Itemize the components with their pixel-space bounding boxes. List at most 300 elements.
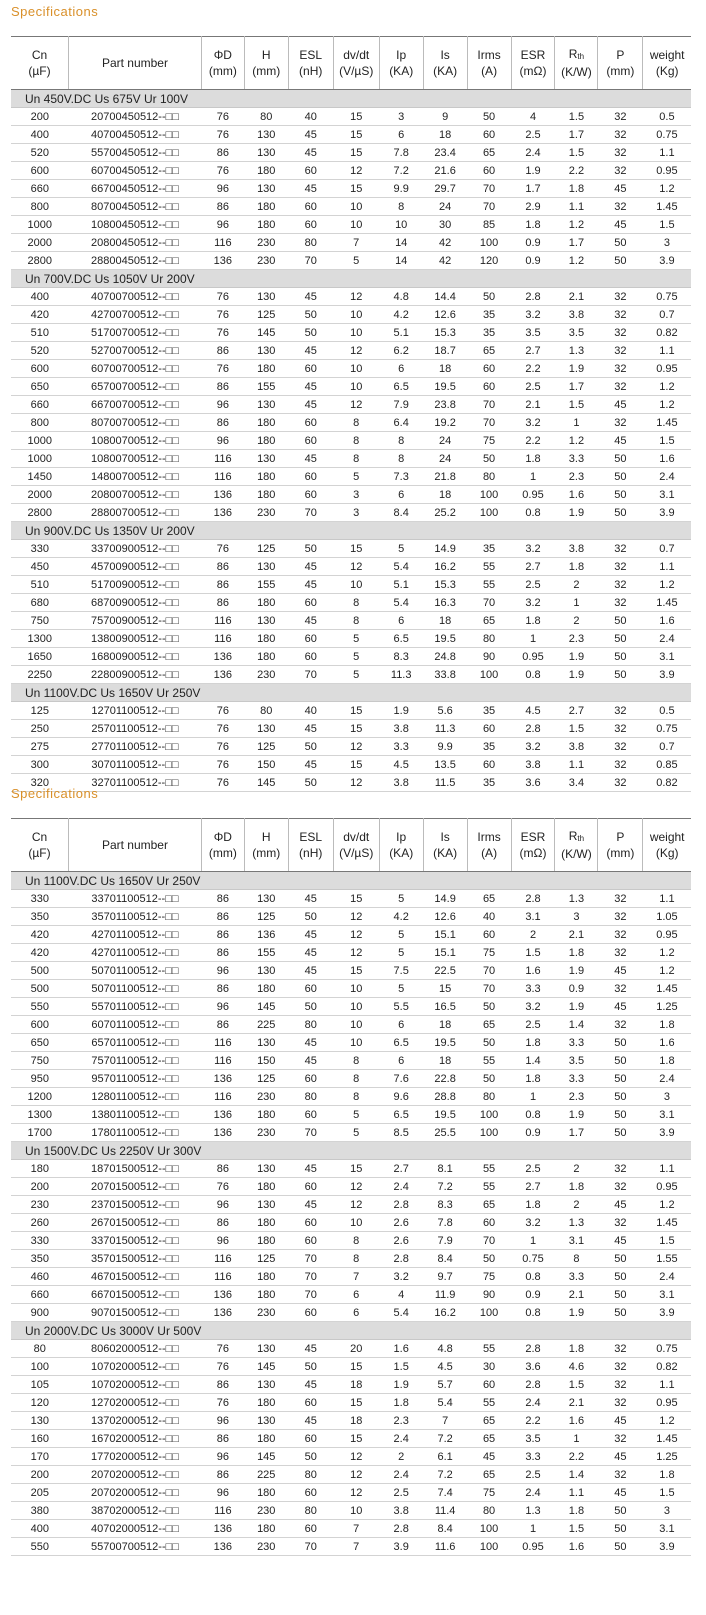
table-cell: 35 bbox=[467, 324, 511, 342]
table-cell: 8 bbox=[333, 1088, 379, 1106]
column-header bbox=[423, 37, 467, 90]
table-cell: 1.9 bbox=[555, 1106, 598, 1124]
table-cell: 150 bbox=[244, 1052, 288, 1070]
table-cell: 80 bbox=[467, 1502, 511, 1520]
table-cell: 60 bbox=[288, 594, 333, 612]
table-cell: 50701100512--□□ bbox=[69, 980, 202, 998]
table-cell: 100 bbox=[467, 1106, 511, 1124]
table-cell: 230 bbox=[244, 1304, 288, 1322]
table-cell: 0.75 bbox=[643, 126, 691, 144]
table-cell: 32 bbox=[598, 1358, 643, 1376]
table-cell: 51700900512--□□ bbox=[69, 576, 202, 594]
table-cell: 80 bbox=[467, 1088, 511, 1106]
table-cell: 50 bbox=[288, 540, 333, 558]
table-cell: 1 bbox=[511, 1520, 555, 1538]
table-cell: 76 bbox=[201, 774, 244, 792]
table-cell: 17801100512--□□ bbox=[69, 1124, 202, 1142]
table-cell: 225 bbox=[244, 1466, 288, 1484]
table-cell: 7.2 bbox=[423, 1466, 467, 1484]
table-cell: 15 bbox=[333, 1430, 379, 1448]
table-cell: 33.8 bbox=[423, 666, 467, 684]
table-cell: 0.8 bbox=[511, 1106, 555, 1124]
table-cell: 19.5 bbox=[423, 378, 467, 396]
spec-table bbox=[11, 818, 691, 1556]
column-header-name: ESL bbox=[299, 830, 323, 844]
table-cell: 3.9 bbox=[643, 666, 691, 684]
table-cell: 4.2 bbox=[379, 908, 423, 926]
table-cell: 86 bbox=[201, 144, 244, 162]
column-header-name: Irms bbox=[477, 830, 501, 844]
table-cell: 155 bbox=[244, 576, 288, 594]
table-cell: 3.8 bbox=[379, 774, 423, 792]
table-cell: 60 bbox=[467, 378, 511, 396]
table-cell: 96 bbox=[201, 962, 244, 980]
table-cell: 1.2 bbox=[643, 180, 691, 198]
table-cell: 32701100512--□□ bbox=[69, 774, 202, 792]
table-cell: 90 bbox=[467, 1286, 511, 1304]
table-cell: 300 bbox=[11, 756, 69, 774]
table-cell: 7 bbox=[333, 234, 379, 252]
table-cell: 50 bbox=[288, 774, 333, 792]
table-cell: 120 bbox=[11, 1394, 69, 1412]
table-cell: 60 bbox=[288, 1430, 333, 1448]
table-cell: 550 bbox=[11, 1538, 69, 1556]
table-cell: 116 bbox=[201, 1052, 244, 1070]
table-cell: 130 bbox=[244, 1412, 288, 1430]
table-cell: 1.8 bbox=[511, 450, 555, 468]
table-cell: 5 bbox=[333, 648, 379, 666]
table-cell: 40 bbox=[288, 702, 333, 720]
table-cell: 0.7 bbox=[643, 306, 691, 324]
table-cell: 45 bbox=[288, 558, 333, 576]
table-cell: 2.8 bbox=[379, 1196, 423, 1214]
table-cell: 3 bbox=[555, 908, 598, 926]
table-cell: 1.9 bbox=[555, 962, 598, 980]
table-cell: 1 bbox=[511, 1088, 555, 1106]
table-cell: 180 bbox=[244, 1268, 288, 1286]
table-cell: 3.3 bbox=[555, 1070, 598, 1088]
table-cell: 32 bbox=[598, 288, 643, 306]
table-cell: 13.5 bbox=[423, 756, 467, 774]
table-cell: 28.8 bbox=[423, 1088, 467, 1106]
table-cell: 50 bbox=[598, 1124, 643, 1142]
table-cell: 45 bbox=[598, 998, 643, 1016]
table-cell: 19.5 bbox=[423, 630, 467, 648]
table-cell: 50 bbox=[467, 1250, 511, 1268]
table-cell: 24 bbox=[423, 450, 467, 468]
table-cell: 50 bbox=[598, 1286, 643, 1304]
table-cell: 60 bbox=[288, 648, 333, 666]
table-cell: 0.8 bbox=[511, 1304, 555, 1322]
table-cell: 96 bbox=[201, 1196, 244, 1214]
table-row bbox=[11, 1376, 691, 1394]
table-row bbox=[11, 1034, 691, 1052]
table-row bbox=[11, 306, 691, 324]
table-cell: 1.5 bbox=[555, 396, 598, 414]
table-cell: 1.45 bbox=[643, 1214, 691, 1232]
table-cell: 1.5 bbox=[643, 216, 691, 234]
table-cell: 45 bbox=[288, 1196, 333, 1214]
table-cell: 0.82 bbox=[643, 324, 691, 342]
table-cell: 1.1 bbox=[555, 1484, 598, 1502]
table-cell: 15.3 bbox=[423, 324, 467, 342]
table-row bbox=[11, 288, 691, 306]
table-cell: 35 bbox=[467, 702, 511, 720]
table-cell: 350 bbox=[11, 1250, 69, 1268]
table-cell: 3.5 bbox=[511, 1430, 555, 1448]
table-cell: 230 bbox=[11, 1196, 69, 1214]
spec-table bbox=[11, 36, 691, 792]
table-cell: 60 bbox=[467, 756, 511, 774]
table-cell: 275 bbox=[11, 738, 69, 756]
table-cell: 2.5 bbox=[379, 1484, 423, 1502]
table-cell: 2.1 bbox=[555, 1394, 598, 1412]
column-header bbox=[511, 819, 555, 872]
table-cell: 55 bbox=[467, 1052, 511, 1070]
table-cell: 86 bbox=[201, 890, 244, 908]
table-cell: 6.4 bbox=[379, 414, 423, 432]
table-cell: 1.5 bbox=[643, 1484, 691, 1502]
table-row bbox=[11, 1358, 691, 1376]
table-cell: 3.2 bbox=[511, 738, 555, 756]
table-cell: 45700900512--□□ bbox=[69, 558, 202, 576]
column-header-name: ESR bbox=[520, 48, 546, 62]
table-cell: 116 bbox=[201, 1250, 244, 1268]
table-row bbox=[11, 1538, 691, 1556]
table-cell: 45 bbox=[288, 1412, 333, 1430]
table-cell: 6 bbox=[379, 360, 423, 378]
table-cell: 12 bbox=[333, 908, 379, 926]
table-cell: 50 bbox=[598, 1520, 643, 1538]
column-header-unit: (mΩ) bbox=[519, 846, 547, 860]
table-cell: 8 bbox=[333, 594, 379, 612]
table-cell: 42701100512--□□ bbox=[69, 944, 202, 962]
table-cell: 130 bbox=[244, 342, 288, 360]
table-cell: 10 bbox=[333, 306, 379, 324]
column-header-unit: (KA) bbox=[433, 846, 458, 860]
table-cell: 45 bbox=[288, 1376, 333, 1394]
table-cell: 76 bbox=[201, 756, 244, 774]
table-cell: 10 bbox=[333, 198, 379, 216]
table-cell: 23.8 bbox=[423, 396, 467, 414]
table-cell: 5 bbox=[333, 468, 379, 486]
table-cell: 0.7 bbox=[643, 540, 691, 558]
table-cell: 180 bbox=[11, 1160, 69, 1178]
table-cell: 5 bbox=[333, 666, 379, 684]
table-cell: 550 bbox=[11, 998, 69, 1016]
table-row bbox=[11, 1250, 691, 1268]
table-row bbox=[11, 108, 691, 126]
table-cell: 1000 bbox=[11, 216, 69, 234]
table-cell: 7.9 bbox=[423, 1232, 467, 1250]
table-cell: 96 bbox=[201, 998, 244, 1016]
table-cell: 8 bbox=[333, 1052, 379, 1070]
table-cell: 100 bbox=[467, 486, 511, 504]
table-cell: 1.1 bbox=[555, 198, 598, 216]
column-header bbox=[598, 37, 643, 90]
table-cell: 1.6 bbox=[555, 486, 598, 504]
table-cell: 15 bbox=[423, 980, 467, 998]
table-cell: 86 bbox=[201, 1376, 244, 1394]
table-cell: 45 bbox=[288, 720, 333, 738]
voltage-group-row bbox=[11, 1142, 691, 1160]
table-cell: 130 bbox=[244, 450, 288, 468]
table-cell: 6.5 bbox=[379, 1034, 423, 1052]
table-cell: 8.3 bbox=[423, 1196, 467, 1214]
table-cell: 20700450512--□□ bbox=[69, 108, 202, 126]
table-cell: 14.9 bbox=[423, 540, 467, 558]
table-row bbox=[11, 558, 691, 576]
table-cell: 200 bbox=[11, 1178, 69, 1196]
table-cell: 1.8 bbox=[643, 1466, 691, 1484]
table-cell: 76 bbox=[201, 1394, 244, 1412]
table-cell: 20702000512--□□ bbox=[69, 1484, 202, 1502]
table-cell: 0.95 bbox=[643, 1394, 691, 1412]
table-cell: 45 bbox=[288, 926, 333, 944]
column-header-name: H bbox=[261, 830, 271, 844]
table-cell: 8 bbox=[333, 1070, 379, 1088]
table-cell: 1.8 bbox=[511, 1196, 555, 1214]
table-cell: 32 bbox=[598, 126, 643, 144]
table-cell: 8 bbox=[379, 450, 423, 468]
table-cell: 8.4 bbox=[423, 1250, 467, 1268]
table-cell: 2.4 bbox=[511, 144, 555, 162]
table-cell: 1.9 bbox=[511, 162, 555, 180]
table-cell: 155 bbox=[244, 944, 288, 962]
table-cell: 1 bbox=[555, 1430, 598, 1448]
table-cell: 45 bbox=[288, 450, 333, 468]
table-cell: 1.1 bbox=[643, 342, 691, 360]
table-cell: 40 bbox=[467, 908, 511, 926]
table-cell: 230 bbox=[244, 1088, 288, 1106]
table-cell: 45 bbox=[598, 1448, 643, 1466]
table-cell: 9.6 bbox=[379, 1088, 423, 1106]
table-cell: 70 bbox=[288, 252, 333, 270]
table-cell: 3.1 bbox=[643, 1286, 691, 1304]
table-cell: 5.5 bbox=[379, 998, 423, 1016]
table-cell: 750 bbox=[11, 1052, 69, 1070]
table-cell: 1.25 bbox=[643, 1448, 691, 1466]
column-header-unit: (Kg) bbox=[655, 846, 679, 860]
table-cell: 4.5 bbox=[511, 702, 555, 720]
table-cell: 1 bbox=[511, 468, 555, 486]
table-cell: 60 bbox=[467, 1214, 511, 1232]
table-cell: 40 bbox=[288, 108, 333, 126]
table-row bbox=[11, 1520, 691, 1538]
table-header-row bbox=[11, 819, 691, 872]
table-cell: 32 bbox=[598, 980, 643, 998]
table-cell: 130 bbox=[244, 1196, 288, 1214]
table-cell: 9 bbox=[423, 108, 467, 126]
table-cell: 2 bbox=[555, 612, 598, 630]
table-cell: 32 bbox=[598, 944, 643, 962]
table-row bbox=[11, 144, 691, 162]
table-cell: 2.7 bbox=[555, 702, 598, 720]
table-cell: 8 bbox=[333, 450, 379, 468]
table-cell: 1.7 bbox=[555, 1124, 598, 1142]
table-cell: 8.4 bbox=[379, 504, 423, 522]
table-cell: 9.9 bbox=[423, 738, 467, 756]
table-cell: 70 bbox=[288, 504, 333, 522]
table-cell: 8 bbox=[333, 414, 379, 432]
table-cell: 14.9 bbox=[423, 890, 467, 908]
table-cell: 18 bbox=[423, 1052, 467, 1070]
table-cell: 130 bbox=[244, 962, 288, 980]
table-cell: 3.6 bbox=[511, 774, 555, 792]
table-cell: 14 bbox=[379, 234, 423, 252]
table-cell: 96 bbox=[201, 216, 244, 234]
table-cell: 1.8 bbox=[379, 1394, 423, 1412]
table-cell: 6 bbox=[333, 1286, 379, 1304]
table-cell: 50 bbox=[467, 288, 511, 306]
table-cell: 15 bbox=[333, 144, 379, 162]
table-cell: 3 bbox=[333, 486, 379, 504]
table-cell: 1.8 bbox=[555, 1178, 598, 1196]
table-cell: 50 bbox=[467, 108, 511, 126]
column-header bbox=[643, 819, 691, 872]
table-cell: 65 bbox=[467, 144, 511, 162]
table-cell: 32 bbox=[598, 198, 643, 216]
voltage-group-row bbox=[11, 522, 691, 540]
table-cell: 18 bbox=[333, 1412, 379, 1430]
table-cell: 8.1 bbox=[423, 1160, 467, 1178]
table-cell: 1000 bbox=[11, 450, 69, 468]
voltage-group-label: Un 700V.DC Us 1050V Ur 200V bbox=[11, 270, 691, 288]
table-cell: 2.7 bbox=[379, 1160, 423, 1178]
table-cell: 1 bbox=[555, 594, 598, 612]
table-cell: 45 bbox=[598, 962, 643, 980]
table-cell: 3.3 bbox=[511, 980, 555, 998]
table-cell: 70 bbox=[467, 198, 511, 216]
table-cell: 180 bbox=[244, 468, 288, 486]
table-cell: 19.5 bbox=[423, 1034, 467, 1052]
table-cell: 0.95 bbox=[643, 360, 691, 378]
table-cell: 2 bbox=[555, 1160, 598, 1178]
table-cell: 80 bbox=[467, 630, 511, 648]
table-cell: 86 bbox=[201, 944, 244, 962]
table-cell: 18701500512--□□ bbox=[69, 1160, 202, 1178]
table-cell: 70 bbox=[467, 414, 511, 432]
table-cell: 125 bbox=[244, 908, 288, 926]
table-cell: 2.2 bbox=[511, 432, 555, 450]
table-cell: 8 bbox=[379, 198, 423, 216]
table-cell: 8 bbox=[333, 612, 379, 630]
table-cell: 20701500512--□□ bbox=[69, 1178, 202, 1196]
table-cell: 116 bbox=[201, 450, 244, 468]
column-header-unit: (nH) bbox=[299, 846, 323, 860]
table-cell: 125 bbox=[244, 1070, 288, 1088]
table-row bbox=[11, 234, 691, 252]
table-cell: 3.3 bbox=[555, 1268, 598, 1286]
table-cell: 520 bbox=[11, 144, 69, 162]
table-cell: 0.8 bbox=[511, 666, 555, 684]
table-row bbox=[11, 756, 691, 774]
table-cell: 5 bbox=[379, 890, 423, 908]
table-cell: 180 bbox=[244, 162, 288, 180]
table-cell: 8.3 bbox=[379, 648, 423, 666]
table-cell: 50 bbox=[598, 1070, 643, 1088]
table-cell: 1 bbox=[511, 630, 555, 648]
table-cell: 5 bbox=[333, 1124, 379, 1142]
table-cell: 80 bbox=[288, 1502, 333, 1520]
table-cell: 180 bbox=[244, 216, 288, 234]
table-cell: 70 bbox=[288, 1268, 333, 1286]
table-cell: 80 bbox=[288, 234, 333, 252]
table-cell: 500 bbox=[11, 962, 69, 980]
table-cell: 60 bbox=[288, 468, 333, 486]
table-cell: 4 bbox=[511, 108, 555, 126]
table-cell: 3.8 bbox=[511, 756, 555, 774]
table-cell: 75 bbox=[467, 944, 511, 962]
table-cell: 9.9 bbox=[379, 180, 423, 198]
table-cell: 45 bbox=[288, 1340, 333, 1358]
table-cell: 10 bbox=[333, 998, 379, 1016]
voltage-group-label: Un 450V.DC Us 675V Ur 100V bbox=[11, 90, 691, 108]
table-cell: 1 bbox=[511, 1232, 555, 1250]
table-row bbox=[11, 342, 691, 360]
table-cell: 45 bbox=[288, 1160, 333, 1178]
table-cell: 70 bbox=[467, 1232, 511, 1250]
table-row bbox=[11, 540, 691, 558]
table-cell: 1.3 bbox=[555, 890, 598, 908]
voltage-group-label: Un 900V.DC Us 1350V Ur 200V bbox=[11, 522, 691, 540]
table-cell: 51700700512--□□ bbox=[69, 324, 202, 342]
table-cell: 2 bbox=[555, 576, 598, 594]
table-cell: 60 bbox=[467, 126, 511, 144]
table-row bbox=[11, 1178, 691, 1196]
table-cell: 4.5 bbox=[423, 1358, 467, 1376]
table-cell: 45 bbox=[288, 126, 333, 144]
table-cell: 90 bbox=[467, 648, 511, 666]
table-cell: 45 bbox=[598, 1232, 643, 1250]
table-cell: 1650 bbox=[11, 648, 69, 666]
table-cell: 60 bbox=[288, 360, 333, 378]
table-cell: 96 bbox=[201, 396, 244, 414]
table-cell: 12 bbox=[333, 162, 379, 180]
table-cell: 3.2 bbox=[511, 998, 555, 1016]
table-cell: 1.45 bbox=[643, 980, 691, 998]
table-cell: 1.25 bbox=[643, 998, 691, 1016]
column-header-name: P bbox=[616, 830, 625, 844]
table-cell: 20800700512--□□ bbox=[69, 486, 202, 504]
table-row bbox=[11, 738, 691, 756]
table-row bbox=[11, 926, 691, 944]
table-cell: 130 bbox=[244, 144, 288, 162]
table-row bbox=[11, 1196, 691, 1214]
voltage-group-label: Un 1100V.DC Us 1650V Ur 250V bbox=[11, 872, 691, 890]
table-row bbox=[11, 612, 691, 630]
table-cell: 1.2 bbox=[555, 216, 598, 234]
table-cell: 3.8 bbox=[555, 306, 598, 324]
table-cell: 100 bbox=[467, 1124, 511, 1142]
table-cell: 60 bbox=[288, 1484, 333, 1502]
table-cell: 3.8 bbox=[379, 1502, 423, 1520]
table-cell: 45 bbox=[598, 1484, 643, 1502]
table-cell: 60 bbox=[288, 1178, 333, 1196]
table-row bbox=[11, 1448, 691, 1466]
table-cell: 76 bbox=[201, 540, 244, 558]
column-header-unit: (A) bbox=[481, 846, 498, 860]
table-cell: 60 bbox=[288, 980, 333, 998]
table-cell: 2000 bbox=[11, 486, 69, 504]
table-cell: 350 bbox=[11, 908, 69, 926]
table-cell: 70 bbox=[288, 666, 333, 684]
table-row bbox=[11, 666, 691, 684]
table-cell: 100 bbox=[11, 1358, 69, 1376]
table-cell: 45 bbox=[288, 944, 333, 962]
table-cell: 60 bbox=[288, 1106, 333, 1124]
table-cell: 7 bbox=[423, 1412, 467, 1430]
